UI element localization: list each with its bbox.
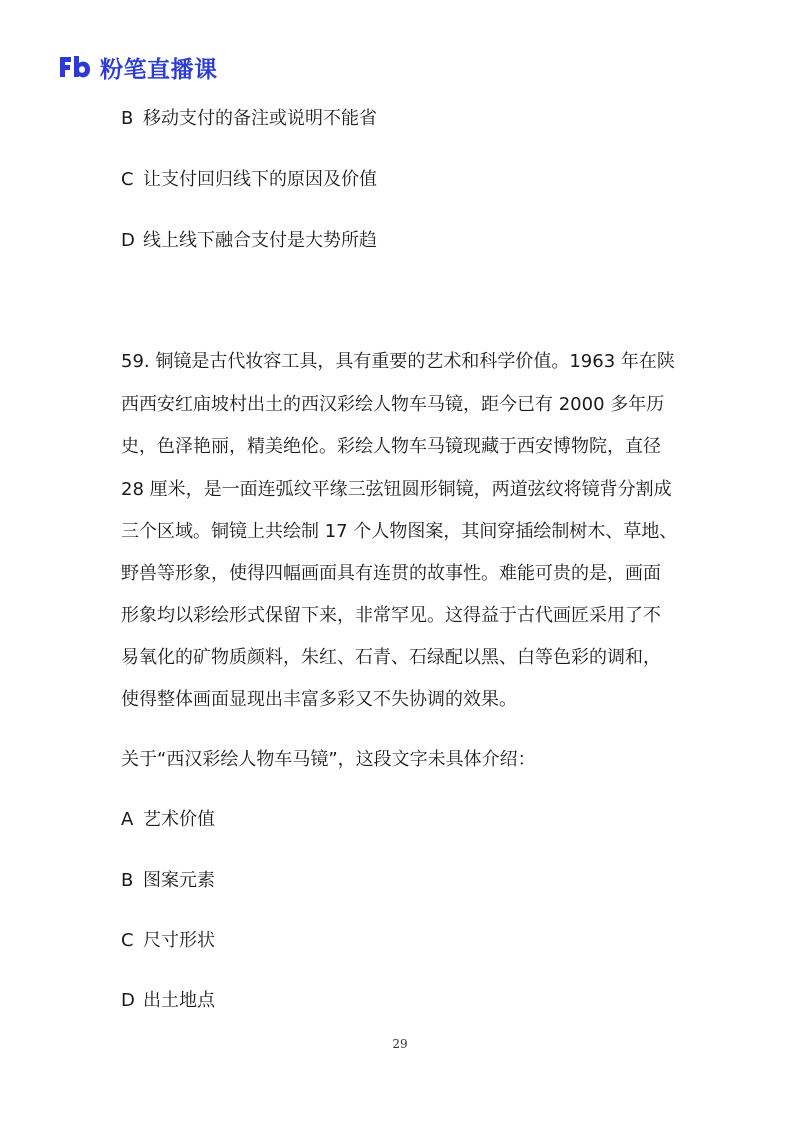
- question-line: 野兽等形象，使得四幅画面具有连贯的故事性。难能可贵的是，画面: [121, 563, 661, 584]
- question-line: 28 厘米，是一面连弧纹平缘三弦钮圆形铜镜，两道弦纹将镜背分割成: [121, 479, 672, 500]
- option-text: 出土地点: [143, 990, 215, 1011]
- option-c: [121, 929, 215, 953]
- option-text: 图案元素: [143, 870, 215, 891]
- question-line: 形象均以彩绘形式保留下来，非常罕见。这得益于古代画匠采用了不: [121, 605, 661, 626]
- option-text: 让支付回归线下的原因及价值: [143, 169, 377, 190]
- option-letter: B: [121, 870, 134, 891]
- option-letter: D: [121, 230, 135, 251]
- question-line: 史，色泽艳丽，精美绝伦。彩绘人物车马镜现藏于西安博物院，直径: [121, 436, 661, 457]
- option-d-prev: [121, 229, 377, 253]
- question-line: 西西安红庙坡村出土的西汉彩绘人物车马镜，距今已有 2000 多年历: [121, 394, 665, 415]
- page-number: 29: [392, 1037, 408, 1051]
- option-text: 尺寸形状: [143, 930, 215, 951]
- option-b-prev: [121, 107, 377, 131]
- question-line: 59. 铜镜是古代妆容工具，具有重要的艺术和科学价值。1963 年在陕: [121, 351, 675, 372]
- question-line: 易氧化的矿物质颜料，朱红、石青、石绿配以黑、白等色彩的调和，: [121, 647, 661, 668]
- option-text: 移动支付的备注或说明不能省: [143, 108, 377, 129]
- question-line: 三个区域。铜镜上共绘制 17 个人物图案，其间穿插绘制树木、草地、: [121, 521, 678, 542]
- option-b: [121, 869, 215, 893]
- option-letter: A: [121, 809, 134, 830]
- option-text: 艺术价值: [143, 809, 215, 830]
- option-a: [121, 808, 215, 832]
- option-letter: C: [121, 930, 134, 951]
- option-letter: D: [121, 990, 135, 1011]
- option-d: [121, 989, 215, 1013]
- brand-logo: [58, 50, 218, 84]
- option-c-prev: [121, 168, 377, 192]
- option-text: 线上线下融合支付是大势所趋: [143, 230, 377, 251]
- question-prompt: 关于“西汉彩绘人物车马镜”，这段文字未具体介绍：: [121, 749, 536, 770]
- brand-name: 粉笔直播课: [100, 56, 218, 83]
- option-letter: C: [121, 169, 134, 190]
- fb-logo-icon: [58, 54, 92, 80]
- option-letter: B: [121, 108, 134, 129]
- question-line: 使得整体画面显现出丰富多彩又不失协调的效果。: [121, 689, 517, 710]
